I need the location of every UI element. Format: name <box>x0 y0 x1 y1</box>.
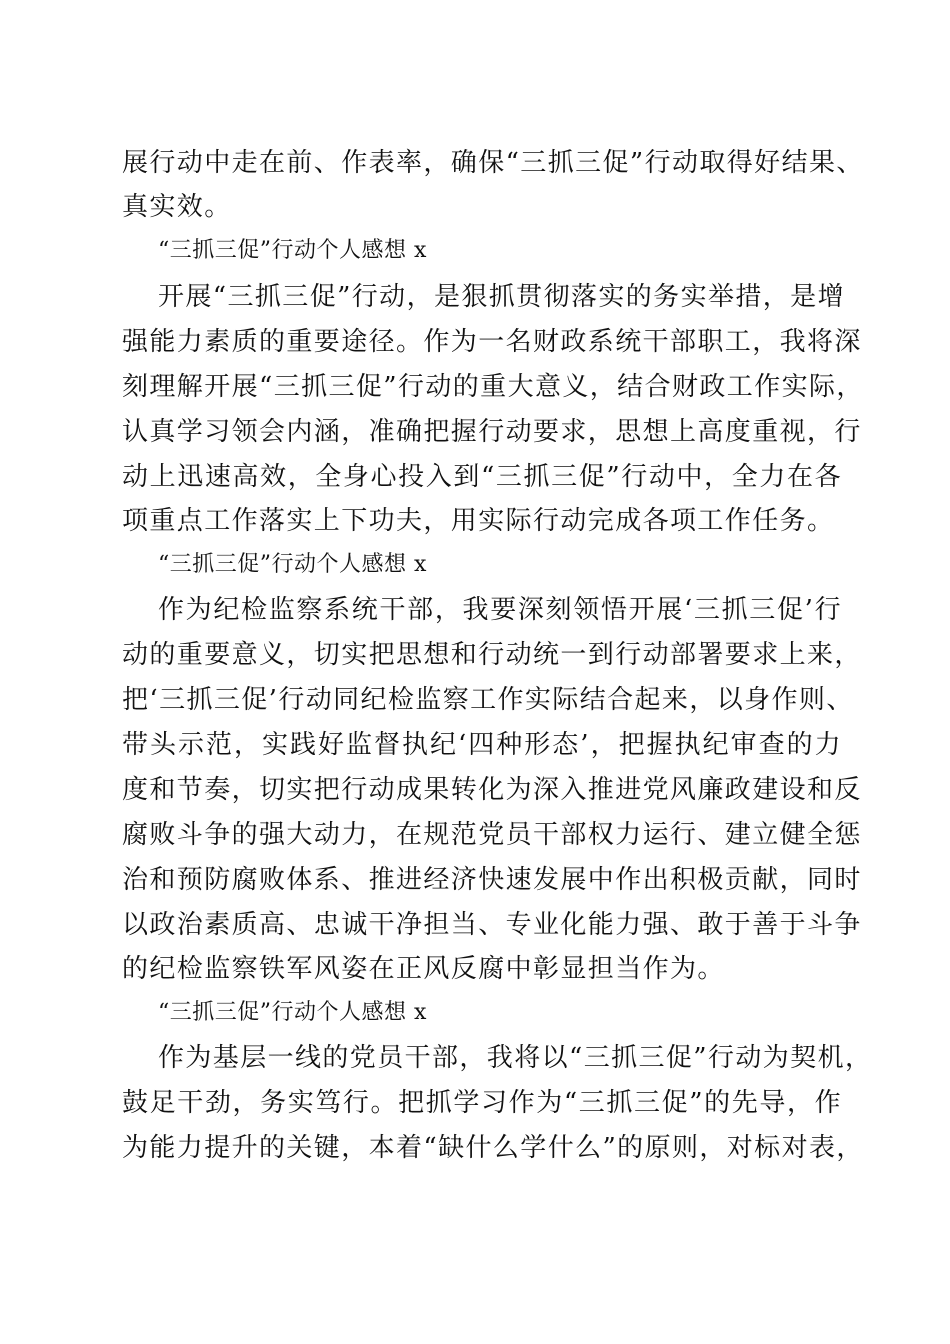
paragraph-line: 认真学习领会内涵，准确把握行动要求，思想上高度重视，行 <box>122 417 862 447</box>
paragraph-line: 把‘三抓三促’行动同纪检监察工作实际结合起来，以身作则、 <box>122 685 854 715</box>
paragraph-line: 展行动中走在前、作表率，确保“三抓三促”行动取得好结果、 <box>122 148 864 178</box>
paragraph-line: 腐败斗争的强大动力，在规范党员干部权力运行、建立健全惩 <box>122 820 862 850</box>
paragraph-line: 项重点工作落实上下功夫，用实际行动完成各项工作任务。 <box>122 506 835 536</box>
section-heading: “三抓三促”行动个人感想 x <box>158 1000 427 1025</box>
paragraph-line: 作为基层一线的党员干部，我将以“三抓三促”行动为契机， <box>158 1043 873 1073</box>
paragraph-line: 为能力提升的关键，本着“缺什么学什么”的原则，对标对表， <box>122 1133 864 1163</box>
paragraph-line: 开展“三抓三促”行动，是狠抓贯彻落实的务实举措，是增 <box>158 282 845 312</box>
paragraph-line: 鼓足干劲，务实笃行。把抓学习作为“三抓三促”的先导，作 <box>122 1088 842 1118</box>
paragraph-line: 动的重要意义，切实把思想和行动统一到行动部署要求上来， <box>122 640 862 670</box>
paragraph-line: 以政治素质高、忠诚干净担当、专业化能力强、敢于善于斗争 <box>122 910 862 940</box>
paragraph-line: 的纪检监察铁军风姿在正风反腐中彰显担当作为。 <box>122 954 725 984</box>
paragraph-line: 作为纪检监察系统干部，我要深刻领悟开展‘三抓三促’行 <box>158 595 842 625</box>
paragraph-line: 强能力素质的重要途径。作为一名财政系统干部职工，我将深 <box>122 327 862 357</box>
section-heading: “三抓三促”行动个人感想 x <box>158 238 427 263</box>
paragraph-line: 动上迅速高效，全身心投入到“三抓三促”行动中，全力在各 <box>122 462 842 492</box>
paragraph-line: 治和预防腐败体系、推进经济快速发展中作出积极贡献，同时 <box>122 865 862 895</box>
paragraph-line: 刻理解开展“三抓三促”行动的重大意义，结合财政工作实际， <box>122 372 864 402</box>
paragraph-line: 带头示范，实践好监督执纪‘四种形态’，把握执纪审查的力 <box>122 730 842 760</box>
paragraph-line: 真实效。 <box>122 192 232 222</box>
section-heading: “三抓三促”行动个人感想 x <box>158 552 427 577</box>
paragraph-line: 度和节奏，切实把行动成果转化为深入推进党风廉政建设和反 <box>122 775 862 805</box>
